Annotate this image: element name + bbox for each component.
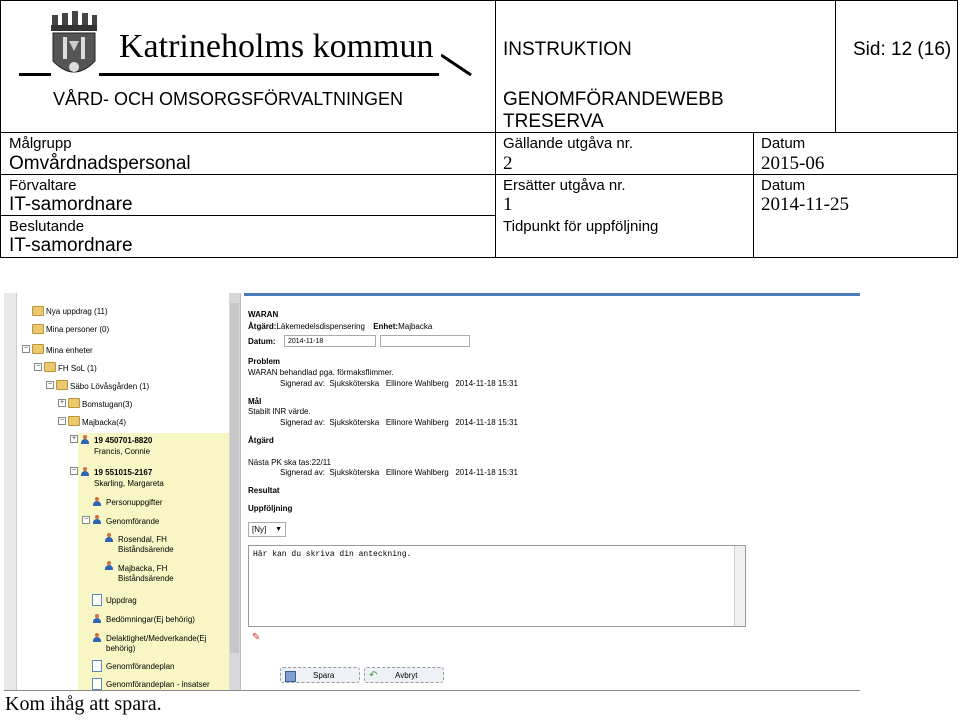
tree-item-sub: Biståndsärende [118,545,174,554]
tree-item[interactable]: Delaktighet/Medverkande(Ej [106,634,207,643]
tree-item[interactable]: Genomförandeplan - insatser [106,680,210,689]
followup-heading: Uppföljning [248,504,293,513]
spellcheck-icon[interactable]: ✎ [252,632,261,643]
app-screenshot [4,293,860,691]
problem-text: WARAN behandlad pga. förmaksflimmer. [248,368,394,377]
goal-heading: Mål [248,397,262,406]
date-label: Datum: [248,337,276,346]
tree-item-sub: behörig) [106,644,136,653]
cancel-button[interactable]: ↶ Avbryt [364,667,444,683]
measure-text: Nästa PK ska tas:22/11 [248,458,332,467]
goal-text: Stabilt INR värde. [248,407,311,416]
tree-item[interactable]: 19 450701-8820 [94,436,153,445]
target-group-label: Målgrupp [9,135,72,152]
tree-item[interactable]: Rosendal, FH [118,535,167,544]
logo-swoosh [441,53,481,77]
tree-item[interactable]: Bedömningar(Ej behörig) [106,615,195,624]
tree-item[interactable]: Genomförandeplan [106,662,175,671]
decider-value: IT-samordnare [9,235,133,256]
tree-item[interactable]: Uppdrag [106,596,137,605]
date-input[interactable]: 2014-11-18 [284,335,376,347]
save-button[interactable]: Spara [280,667,360,683]
tree-item-sub: Skarling, Margareta [94,479,164,488]
tree-item[interactable]: Genomförande [106,517,160,526]
undo-icon: ↶ [369,670,378,681]
tree-item-sub: Biståndsärende [118,574,174,583]
tree-item[interactable]: Personuppgifter [106,498,163,507]
action-row: Åtgärd:Läkemedelsdispensering Enhet:Majbacka [248,322,433,331]
followup-label: Tidpunkt för uppföljning [503,218,659,235]
followup-select[interactable]: [Ny] ▼ [248,522,286,537]
replaces-edition-label: Ersätter utgåva nr. [503,177,626,194]
valid-edition-value: 2 [503,153,513,174]
date1-value: 2015-06 [761,153,825,174]
tree-item[interactable]: Majbacka(4) [82,418,127,427]
document-header [0,0,958,258]
decider-label: Beslutande [9,218,85,235]
tree-item[interactable]: FH SoL (1) [58,364,97,373]
save-icon [285,671,296,682]
date2-value: 2014-11-25 [761,194,849,215]
extra-input[interactable] [380,335,470,347]
tree-item[interactable]: Säbo Lövåsgården (1) [70,382,150,391]
measure-signature: Signerad av: Sjuksköterska Ellinore Wahlberg 2014-11-18 15:31 [280,468,518,477]
form-title: WARAN [248,310,279,319]
tree-item[interactable]: 19 551015-2167 [94,468,153,477]
problem-signature: Signerad av: Sjuksköterska Ellinore Wahlberg 2014-11-18 15:31 [280,379,518,388]
page-number: Sid: 12 (16) [853,39,952,60]
doc-title-line2: TRESERVA [503,111,604,132]
target-group-value: Omvårdnadspersonal [9,153,191,174]
note-textarea[interactable] [248,545,746,627]
doc-type: INSTRUKTION [503,39,632,60]
date2-label: Datum [761,177,806,194]
result-heading: Resultat [248,486,280,495]
chevron-down-icon: ▼ [275,526,282,533]
replaces-edition-value: 1 [503,194,513,215]
doc-title-line1: GENOMFÖRANDEWEBB [503,89,724,110]
measure-heading: Åtgärd [248,436,274,445]
problem-heading: Problem [248,357,281,366]
org-name: Katrineholms kommun [119,28,434,65]
tree-item[interactable]: Mina personer (0) [46,325,110,334]
date1-label: Datum [761,135,806,152]
note-placeholder: Här kan du skriva din anteckning. [253,550,412,559]
coat-of-arms-logo [49,11,99,83]
goal-signature: Signerad av: Sjuksköterska Ellinore Wahlberg 2014-11-18 15:31 [280,418,518,427]
tree-item-sub: Francis, Connie [94,447,151,456]
detail-pane [244,293,860,690]
tree-item[interactable]: Bomstugan(3) [82,400,133,409]
navigation-tree: Nya uppdrag (11) Mina personer (0) − Mina enheter − FH SoL (1) − Säbo Lövåsgården (1) + Bomstugan(3) − Majbacka(4) + 19 450701-8820 Francis, Connie − 19 551015-2167 Skarling, Margareta Personuppgifter − Genomförande Rosendal, FH Biståndsärende Majbacka, FH Biståndsärende Uppdrag Bedömningar(Ej behörig) Delaktighet/Medverkande(Ej behörig) Genomförandeplan Genomförandeplan - insatser [4,293,241,690]
manager-label: Förvaltare [9,177,77,194]
tree-item[interactable]: Majbacka, FH [118,564,168,573]
manager-value: IT-samordnare [9,194,133,215]
tree-item[interactable]: Nya uppdrag (11) [46,307,108,316]
tree-item[interactable]: Mina enheter [46,346,93,355]
department-name: VÅRD- OCH OMSORGSFÖRVALTNINGEN [53,89,404,109]
valid-edition-label: Gällande utgåva nr. [503,135,634,152]
instruction-caption: Kom ihåg att spara. [5,693,162,715]
